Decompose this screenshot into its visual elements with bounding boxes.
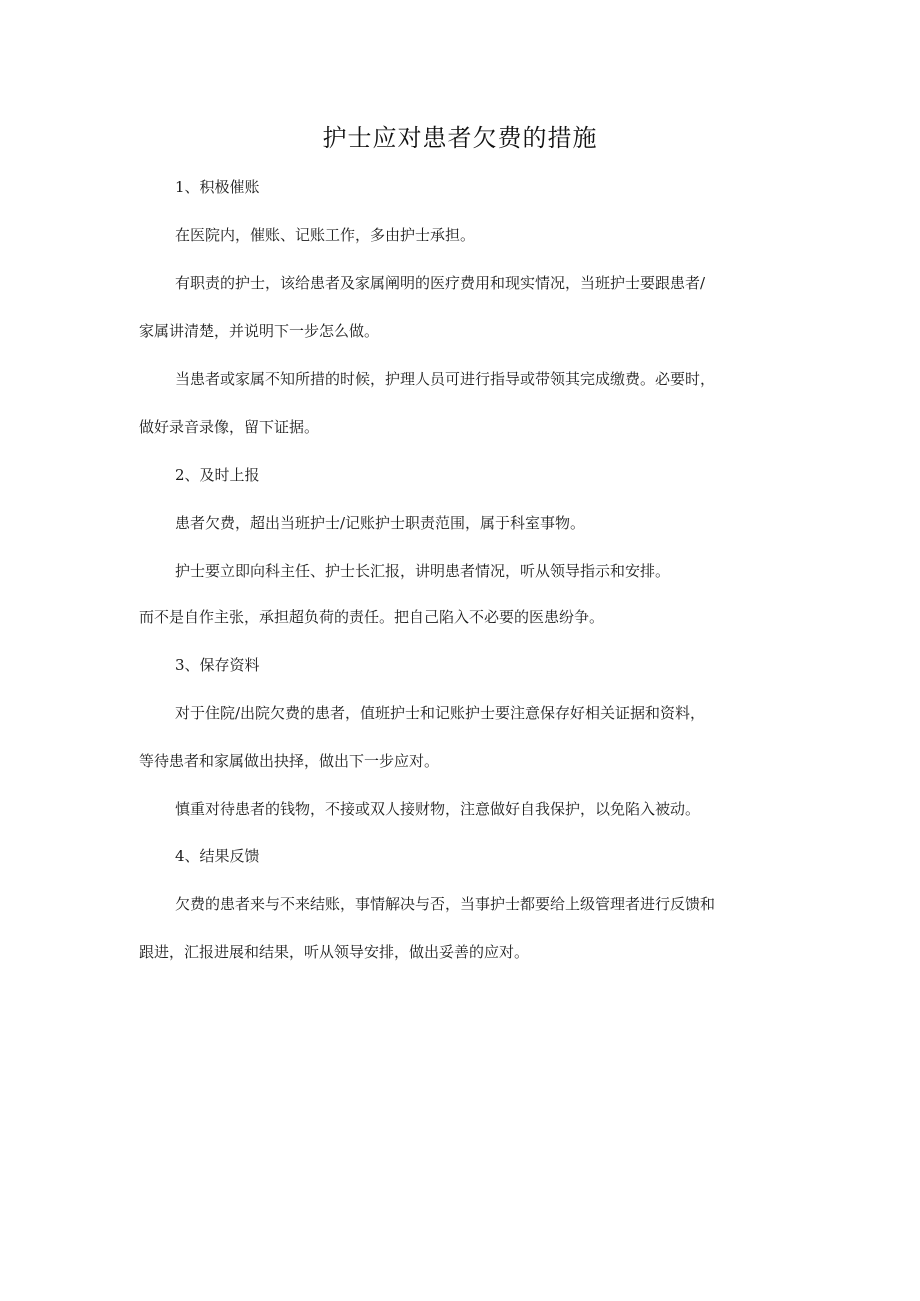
section-heading: 4、结果反馈: [175, 847, 260, 865]
paragraph-line: 欠费的患者来与不来结账，事情解决与否，当事护士都要给上级管理者进行反馈和: [175, 895, 716, 913]
paragraph-line: 在医院内，催账、记账工作，多由护士承担。: [175, 226, 476, 244]
section-heading: 1、积极催账: [175, 178, 260, 196]
paragraph-line: 患者欠费，超出当班护士/记账护士职责范围，属于科室事物。: [175, 514, 586, 532]
paragraph-line: 跟进，汇报进展和结果，听从领导安排，做出妥善的应对。: [139, 943, 530, 961]
paragraph-line: 等待患者和家属做出抉择，做出下一步应对。: [139, 752, 440, 770]
paragraph-line: 有职责的护士，该给患者及家属阐明的医疗费用和现实情况，当班护士要跟患者/: [175, 274, 706, 292]
paragraph-line: 慎重对待患者的钱物，不接或双人接财物，注意做好自我保护，以免陷入被动。: [175, 800, 701, 818]
document-title: 护士应对患者欠费的措施: [322, 124, 598, 152]
paragraph-line: 家属讲清楚，并说明下一步怎么做。: [139, 322, 380, 340]
paragraph-line: 做好录音录像，留下证据。: [139, 418, 320, 436]
paragraph-line: 对于住院/出院欠费的患者，值班护士和记账护士要注意保存好相关证据和资料，: [175, 704, 706, 722]
section-heading: 3、保存资料: [175, 656, 260, 674]
section-heading: 2、及时上报: [175, 466, 260, 484]
paragraph-line: 而不是自作主张，承担超负荷的责任。把自己陷入不必要的医患纷争。: [139, 608, 605, 626]
paragraph-line: 护士要立即向科主任、护士长汇报，讲明患者情况，听从领导指示和安排。: [175, 562, 671, 580]
paragraph-line: 当患者或家属不知所措的时候，护理人员可进行指导或带领其完成缴费。必要时，: [175, 370, 716, 388]
